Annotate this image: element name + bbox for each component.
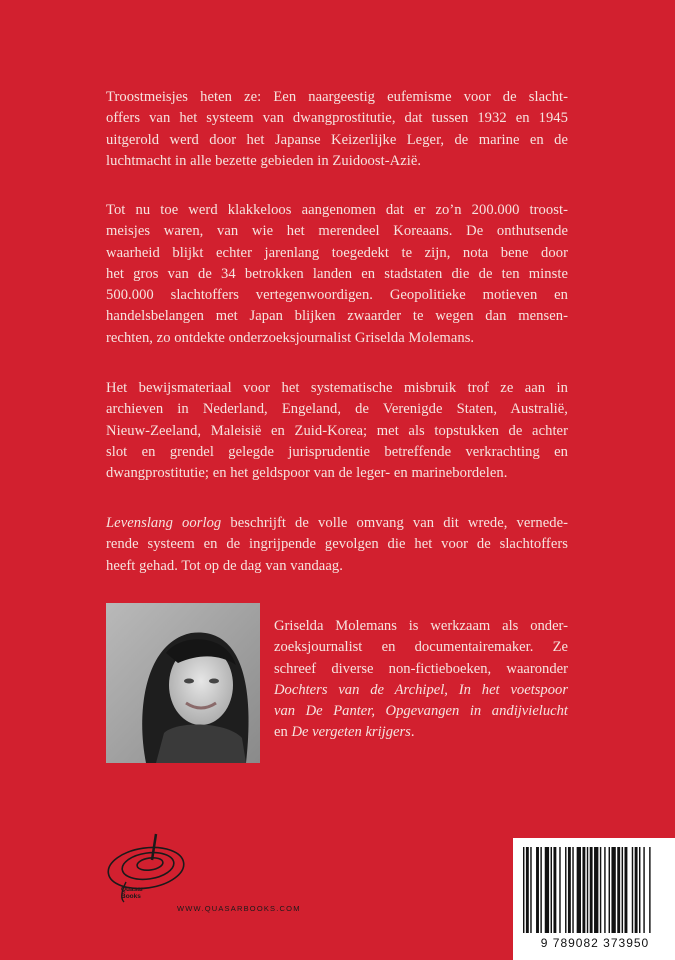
barcode-bar (625, 847, 628, 933)
author-bio (274, 616, 568, 744)
text-line: heeft gehad. Tot op de dag van vandaag. (106, 557, 343, 574)
isbn-number: 9 789082 373950 (540, 936, 650, 950)
text-line: zoeksjournalist en documentairemaker. Ze (274, 639, 568, 656)
text-line: archieven in Nederland, Engeland, de Verenigde Staten, Australië, (106, 401, 568, 418)
text-line: Griselda Molemans is werkzaam als onder- (274, 618, 568, 634)
text-line: Nieuw-Zeeland, Maleisië en Zuid-Korea; met als topstukken de achter (106, 422, 568, 439)
barcode-bar (565, 847, 566, 933)
author-photo (106, 603, 260, 763)
text-line (106, 513, 568, 534)
text-line: waarheid blijkt echter jarenlang toegedekt te zijn, nota bene door (106, 244, 568, 261)
barcode-bar (582, 847, 585, 933)
text-line: offers van het systeem van dwangprostitutie, dat tussen 1932 en 1945 (106, 110, 568, 127)
barcode-bar (577, 847, 581, 933)
blurb-paragraph-2 (106, 200, 568, 349)
barcode-bar (545, 847, 549, 933)
barcode-bar (551, 847, 552, 933)
blurb-paragraph-1 (106, 87, 568, 172)
text-line: rende systeem en de ingrijpende gevolgen die het voor de slachtoffers (106, 536, 568, 553)
barcode-bar (587, 847, 588, 933)
barcode-bars (521, 847, 667, 935)
publisher-name (121, 886, 161, 900)
barcode-bar (568, 847, 571, 933)
text-line: Troostmeisjes heten ze: Een naargeestig eufemisme voor de slacht- (106, 89, 568, 105)
barcode-bar (632, 847, 633, 933)
isbn-barcode (513, 838, 675, 960)
text-line: dwangprostitutie; en het geldspoor van de leger- en marinebordelen. (106, 465, 508, 482)
barcode-bar (523, 847, 524, 933)
text-line: uitgerold werd door het Japanse Keizerlijke Leger, de marine en de (106, 131, 568, 148)
text-line: Tot nu toe werd klakkeloos aangenomen dat er zo’n 200.000 troost- (106, 202, 568, 218)
book-title: Opgevangen in andijvielucht (374, 703, 568, 720)
barcode-bar (600, 847, 601, 933)
barcode-bar (611, 847, 615, 933)
barcode-bar (530, 847, 531, 933)
barcode-bar (622, 847, 623, 933)
barcode-bar (572, 847, 573, 933)
text-segment: . (410, 724, 415, 741)
text-line: 500.000 slachtoffers vertegenwoordigen. Geopolitieke motieven en (106, 287, 568, 304)
barcode-bar (609, 847, 610, 933)
barcode-bar (526, 847, 529, 933)
text-line: handelsbelangen met Japan blijken zwaarder te wegen dan mensen- (106, 308, 568, 325)
barcode-bar (536, 847, 539, 933)
text-segment: beschrijft de volle omvang van dit wrede, vernede- (221, 515, 569, 531)
text-line: luchtmacht in alle bezette gebieden in Zuidoost-Azië. (106, 152, 422, 169)
text-line (274, 701, 568, 722)
text-line: het gros van de 34 betrokken landen en stadstaten die de ten minste (106, 265, 568, 282)
text-line (274, 680, 568, 701)
barcode-bar (594, 847, 598, 933)
publisher-website: WWW.QUASARBOOKS.COM (177, 904, 301, 913)
publisher-name-line: Quasar (121, 886, 144, 893)
barcode-bar (590, 847, 593, 933)
barcode-bar (639, 847, 640, 933)
text-line: meisjes waren, van wie het merendeel Koreaans. De onthutsende (106, 223, 568, 240)
text-line: slot en grendel gelegde jurisprudentie betreffende verkrachting en (106, 443, 568, 460)
book-title: Levenslang oorlog (106, 515, 222, 531)
book-title: In het voetspoor (447, 681, 568, 698)
barcode-bar (635, 847, 638, 933)
text-line: Het bewijsmateriaal voor het systematische misbruik trof ze aan in (106, 380, 568, 396)
barcode-bar (649, 847, 650, 933)
publisher-name-line: Books (121, 893, 141, 900)
blurb-paragraph-4 (106, 513, 568, 577)
barcode-bar (643, 847, 644, 933)
text-line: schreef diverse non-fictieboeken, waaronder (274, 660, 568, 677)
book-title: De vergeten krijgers (291, 724, 411, 741)
barcode-bar (604, 847, 605, 933)
book-title: Dochters van de Archipel, (274, 681, 448, 698)
barcode-bar (540, 847, 541, 933)
blurb-paragraph-3 (106, 378, 568, 484)
barcode-bar (553, 847, 556, 933)
text-line: rechten, zo ontdekte onderzoeksjournalist Griselda Molemans. (106, 329, 475, 346)
book-title: van De Panter, (274, 703, 375, 720)
barcode-bar (559, 847, 560, 933)
text-segment: en (274, 724, 292, 741)
barcode-bar (617, 847, 620, 933)
text-line (274, 722, 568, 743)
